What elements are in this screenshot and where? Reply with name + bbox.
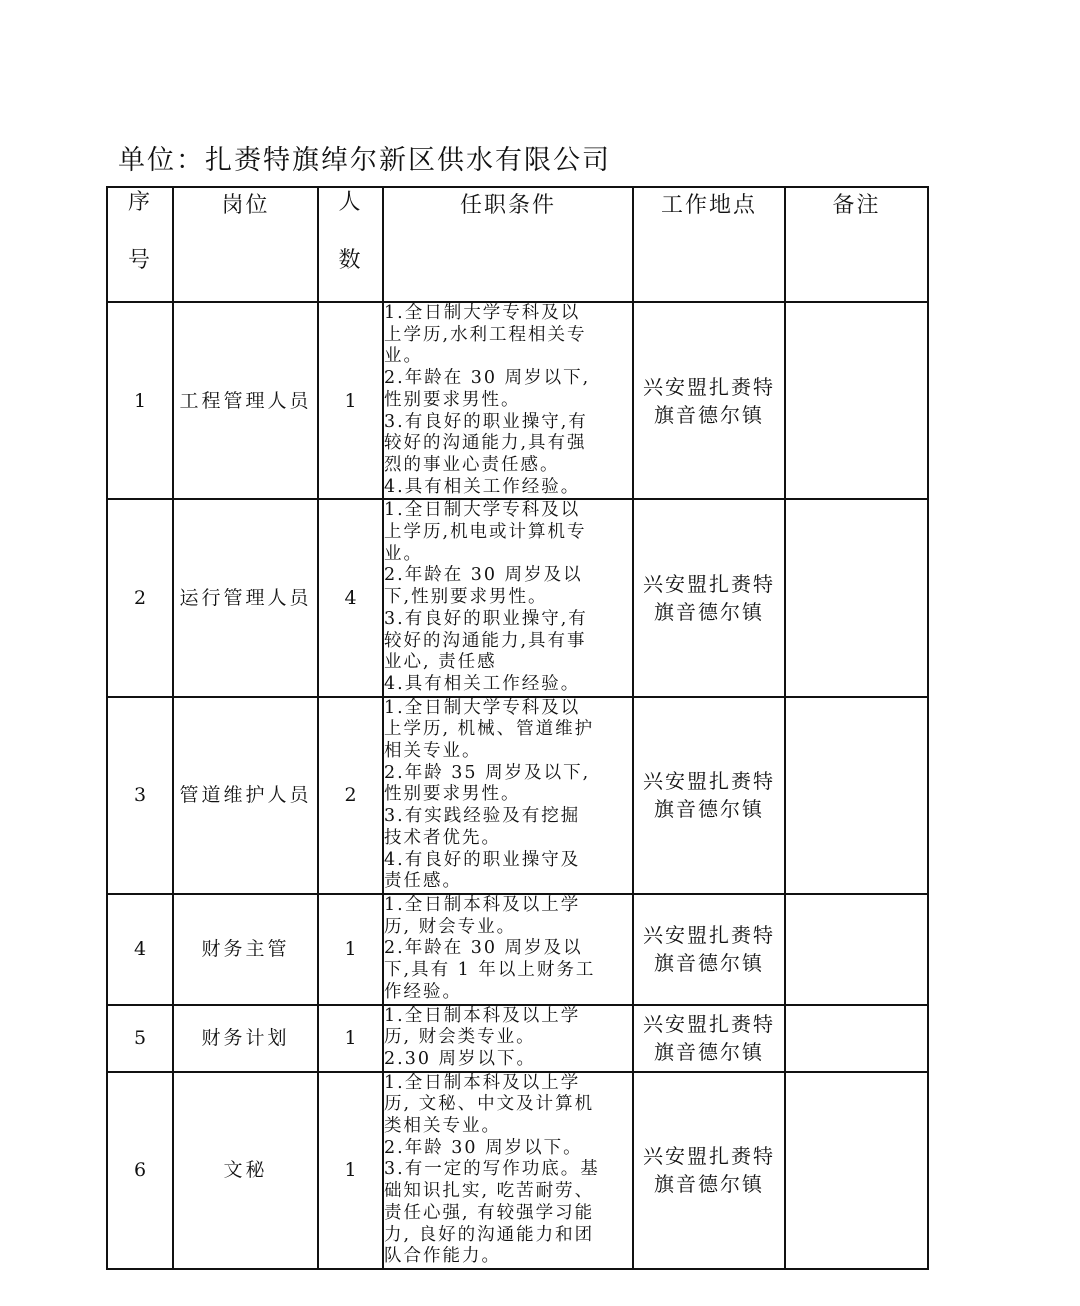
row-remarks xyxy=(785,1072,928,1269)
row-location: 兴安盟扎赉特旗音德尔镇 xyxy=(633,302,785,499)
requirement-line: 下,具有 1 年以上财务工 xyxy=(384,960,596,981)
requirement-line: 3.有良好的职业操守,有 xyxy=(384,608,588,629)
row-seq: 6 xyxy=(107,1072,173,1269)
requirement-line: 类相关专业。 xyxy=(384,1116,501,1137)
row-count: 1 xyxy=(318,1005,383,1072)
header-count-line-2: 数 xyxy=(338,248,363,273)
requirement-line: 上学历, 机械、管道维护 xyxy=(384,719,595,740)
table-row xyxy=(107,894,928,1005)
row-remarks xyxy=(785,1005,928,1072)
header-seq xyxy=(107,187,173,302)
table-row xyxy=(107,1072,928,1269)
header-seq-line-1: 序 xyxy=(127,190,152,215)
row-seq: 5 xyxy=(107,1005,173,1072)
requirement-line: 责任心强, 有较强学习能 xyxy=(384,1202,595,1223)
row-seq: 3 xyxy=(107,697,173,894)
requirement-line: 队合作能力。 xyxy=(384,1246,501,1267)
header-requirements: 任职条件 xyxy=(383,187,633,302)
row-count: 1 xyxy=(318,302,383,499)
requirement-line: 2.年龄 35 周岁及以下, xyxy=(384,762,591,783)
requirement-line: 力, 良好的沟通能力和团 xyxy=(384,1224,595,1245)
row-seq: 4 xyxy=(107,894,173,1005)
row-position: 管道维护人员 xyxy=(173,697,318,894)
row-remarks xyxy=(785,894,928,1005)
row-count: 1 xyxy=(318,894,383,1005)
row-seq: 2 xyxy=(107,499,173,696)
row-requirements xyxy=(383,1072,633,1269)
table-row xyxy=(107,1005,928,1072)
row-requirements xyxy=(383,499,633,696)
requirement-line: 1.全日制大学专科及以 xyxy=(384,500,581,521)
header-location: 工作地点 xyxy=(633,187,785,302)
requirement-line: 业。 xyxy=(384,346,423,367)
requirement-line: 责任感。 xyxy=(384,871,462,892)
row-remarks xyxy=(785,302,928,499)
requirement-line: 1.全日制本科及以上学 xyxy=(384,1005,581,1026)
requirement-line: 4.具有相关工作经验。 xyxy=(384,476,581,497)
requirement-line: 3.有一定的写作功底。基 xyxy=(384,1159,600,1180)
row-location: 兴安盟扎赉特旗音德尔镇 xyxy=(633,894,785,1005)
header-count xyxy=(318,187,383,302)
unit-label: 单位：扎赉特旗绰尔新区供水有限公司 xyxy=(118,145,611,176)
requirement-line: 相关专业。 xyxy=(384,741,482,762)
requirement-line: 上学历,机电或计算机专 xyxy=(384,522,587,543)
requirement-line: 下,性别要求男性。 xyxy=(384,587,548,608)
requirement-line: 2.年龄在 30 周岁以下, xyxy=(384,368,591,389)
requirement-line: 性别要求男性。 xyxy=(384,389,521,410)
row-position: 财务计划 xyxy=(173,1005,318,1072)
requirement-line: 烈的事业心责任感。 xyxy=(384,454,560,475)
requirement-line: 4.有良好的职业操守及 xyxy=(384,849,581,870)
requirement-line: 2.30 周岁以下。 xyxy=(384,1048,537,1069)
row-location: 兴安盟扎赉特旗音德尔镇 xyxy=(633,1005,785,1072)
requirement-line: 1.全日制大学专科及以 xyxy=(384,697,581,718)
row-location: 兴安盟扎赉特旗音德尔镇 xyxy=(633,1072,785,1269)
row-remarks xyxy=(785,697,928,894)
table-row xyxy=(107,697,928,894)
table-row xyxy=(107,499,928,696)
header-seq-line-2: 号 xyxy=(127,248,152,273)
requirement-line: 1.全日制本科及以上学 xyxy=(384,894,581,915)
requirement-line: 3.有良好的职业操守,有 xyxy=(384,411,588,432)
header-row xyxy=(107,187,928,302)
requirement-line: 较好的沟通能力,具有强 xyxy=(384,433,587,454)
header-position: 岗位 xyxy=(173,187,318,302)
row-location: 兴安盟扎赉特旗音德尔镇 xyxy=(633,697,785,894)
row-count: 4 xyxy=(318,499,383,696)
row-requirements xyxy=(383,1005,633,1072)
requirement-line: 2.年龄在 30 周岁及以 xyxy=(384,565,583,586)
row-position: 工程管理人员 xyxy=(173,302,318,499)
header-remarks: 备注 xyxy=(785,187,928,302)
recruitment-table xyxy=(106,186,929,1270)
row-position: 财务主管 xyxy=(173,894,318,1005)
row-count: 1 xyxy=(318,1072,383,1269)
requirement-line: 2.年龄 30 周岁以下。 xyxy=(384,1137,583,1158)
requirement-line: 2.年龄在 30 周岁及以 xyxy=(384,938,583,959)
row-seq: 1 xyxy=(107,302,173,499)
requirement-line: 业心, 责任感 xyxy=(384,652,497,673)
requirement-line: 1.全日制本科及以上学 xyxy=(384,1072,581,1093)
row-remarks xyxy=(785,499,928,696)
requirement-line: 历, 财会类专业。 xyxy=(384,1027,536,1048)
requirement-line: 作经验。 xyxy=(384,981,462,1002)
row-location: 兴安盟扎赉特旗音德尔镇 xyxy=(633,499,785,696)
requirement-line: 性别要求男性。 xyxy=(384,784,521,805)
requirement-line: 历, 财会专业。 xyxy=(384,916,517,937)
table-row xyxy=(107,302,928,499)
requirement-line: 4.具有相关工作经验。 xyxy=(384,673,581,694)
row-requirements xyxy=(383,697,633,894)
requirement-line: 3.有实践经验及有挖掘 xyxy=(384,806,581,827)
requirement-line: 1.全日制大学专科及以 xyxy=(384,303,581,323)
row-position: 运行管理人员 xyxy=(173,499,318,696)
table-body xyxy=(107,302,928,1269)
requirement-line: 业。 xyxy=(384,543,423,564)
row-requirements xyxy=(383,894,633,1005)
header-count-line-1: 人 xyxy=(338,190,363,215)
requirement-line: 较好的沟通能力,具有事 xyxy=(384,630,587,651)
requirement-line: 技术者优先。 xyxy=(384,827,501,848)
row-position: 文秘 xyxy=(173,1072,318,1269)
requirement-line: 础知识扎实, 吃苦耐劳、 xyxy=(384,1181,595,1202)
row-count: 2 xyxy=(318,697,383,894)
requirement-line: 上学历,水利工程相关专 xyxy=(384,324,587,345)
row-requirements xyxy=(383,302,633,499)
requirement-line: 历, 文秘、中文及计算机 xyxy=(384,1094,595,1115)
